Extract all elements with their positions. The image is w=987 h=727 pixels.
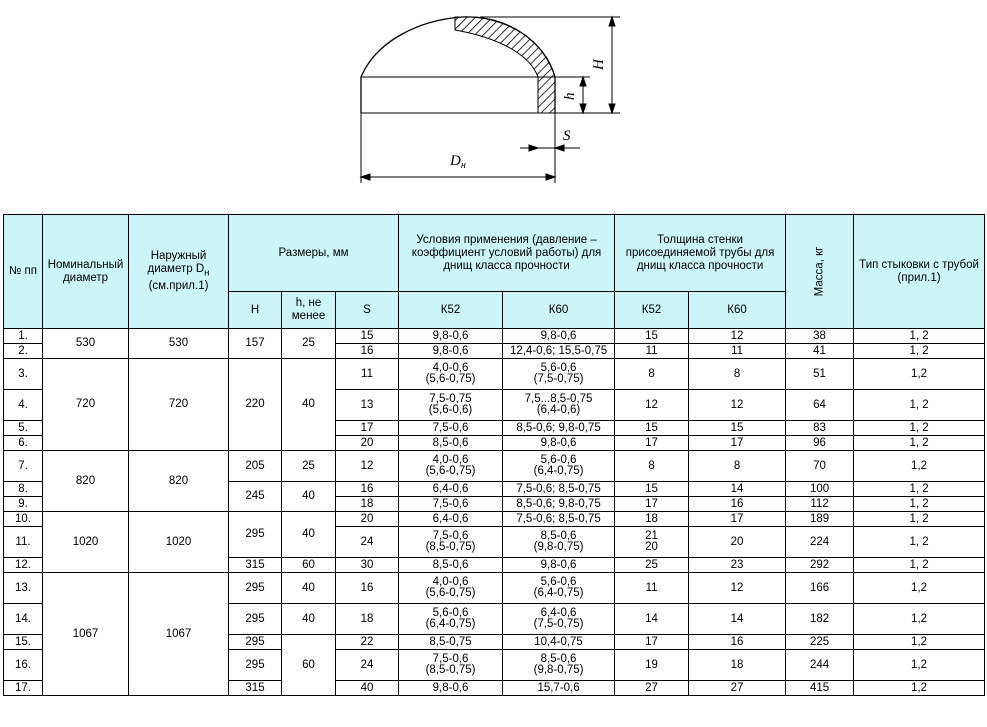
cell-h: 40 [282, 482, 336, 512]
cell-num: 11. [4, 527, 43, 558]
cell-k52: 7,5-0,6 [399, 497, 503, 512]
header-mass: Масса, кг [786, 215, 854, 329]
label-h: h [562, 92, 578, 100]
cell-h: 40 [282, 359, 336, 451]
cell-S: 18 [336, 604, 399, 635]
cell-wall-k60: 11 [689, 344, 786, 359]
cell-S: 13 [336, 390, 399, 421]
cell-k52: 6,4-0,6 [399, 482, 503, 497]
cell-wall-k52: 19 [615, 650, 689, 681]
cell-H: 295 [229, 573, 282, 604]
header-outer: Наружный диаметр $D_н$ (см.прил.1) [129, 215, 229, 329]
cell-h: 40 [282, 573, 336, 604]
cell-joint: 1,2 [854, 650, 985, 681]
cell-num: 15. [4, 635, 43, 650]
cell-outer: 720 [129, 359, 229, 451]
cell-wall-k60: 14 [689, 604, 786, 635]
cell-wall-k52: 17 [615, 497, 689, 512]
cell-joint: 1, 2 [854, 497, 985, 512]
cell-wall-k52: 27 [615, 681, 689, 696]
cell-S: 16 [336, 482, 399, 497]
cell-k52: 5,6-0,6 (6,4-0,75) [399, 604, 503, 635]
cell-k60: 8,5-0,6; 9,8-0,75 [503, 497, 615, 512]
header-wall-k52: К52 [615, 292, 689, 329]
cell-mass: 38 [786, 329, 854, 344]
cell-mass: 96 [786, 436, 854, 451]
cell-S: 40 [336, 681, 399, 696]
cell-wall-k60: 8 [689, 359, 786, 390]
cell-S: 16 [336, 573, 399, 604]
cell-k60: 7,5-0,6; 8,5-0,75 [503, 512, 615, 527]
cell-wall-k52: 17 [615, 635, 689, 650]
cell-k52: 9,8-0,6 [399, 344, 503, 359]
cell-H: 295 [229, 635, 282, 650]
label-S: S [563, 128, 571, 144]
cell-joint: 1, 2 [854, 390, 985, 421]
table-row [4, 451, 985, 482]
cell-H: 315 [229, 681, 282, 696]
cell-joint: 1, 2 [854, 436, 985, 451]
cell-num: 7. [4, 451, 43, 482]
cell-k52: 6,4-0,6 [399, 512, 503, 527]
header-joint: Тип стыковки с трубой (прил.1) [854, 215, 985, 329]
cell-wall-k52: 14 [615, 604, 689, 635]
cell-mass: 292 [786, 558, 854, 573]
cell-H: 295 [229, 512, 282, 558]
cell-k60: 8,5-0,6 (9,8-0,75) [503, 527, 615, 558]
cell-mass: 41 [786, 344, 854, 359]
cell-k52: 4,0-0,6 (5,6-0,75) [399, 451, 503, 482]
cell-num: 4. [4, 390, 43, 421]
cell-wall-k60: 17 [689, 436, 786, 451]
cell-wall-k60: 23 [689, 558, 786, 573]
cell-S: 15 [336, 329, 399, 344]
header-H: Н [229, 292, 282, 329]
cell-mass: 100 [786, 482, 854, 497]
cell-nominal: 720 [43, 359, 129, 451]
cell-outer: 1020 [129, 512, 229, 573]
cell-k52: 8,5-0,6 [399, 436, 503, 451]
cell-k52: 8,5-0,6 [399, 558, 503, 573]
cell-k52: 9,8-0,6 [399, 681, 503, 696]
cell-h: 40 [282, 604, 336, 635]
cell-joint: 1,2 [854, 604, 985, 635]
cell-H: 295 [229, 604, 282, 635]
cell-mass: 182 [786, 604, 854, 635]
cell-h: 40 [282, 512, 336, 558]
cell-S: 18 [336, 497, 399, 512]
cell-num: 2. [4, 344, 43, 359]
cell-mass: 415 [786, 681, 854, 696]
table-row [4, 512, 985, 527]
cell-joint: 1,2 [854, 359, 985, 390]
cell-num: 14. [4, 604, 43, 635]
cell-joint: 1,2 [854, 635, 985, 650]
cell-wall-k52: 15 [615, 329, 689, 344]
cell-S: 22 [336, 635, 399, 650]
cell-mass: 224 [786, 527, 854, 558]
cell-S: 11 [336, 359, 399, 390]
cell-wall-k52: 8 [615, 359, 689, 390]
cell-k52: 9,8-0,6 [399, 329, 503, 344]
cell-mass: 70 [786, 451, 854, 482]
cell-num: 12. [4, 558, 43, 573]
cell-k60: 8,5-0,6 (9,8-0,75) [503, 650, 615, 681]
cell-S: 24 [336, 650, 399, 681]
dished-end-drawing [0, 0, 987, 214]
cell-wall-k60: 14 [689, 482, 786, 497]
cell-num: 17. [4, 681, 43, 696]
cell-k52: 4,0-0,6 (5,6-0,75) [399, 573, 503, 604]
header-sizes: Размеры, мм [229, 215, 399, 292]
cell-wall-k52: 12 [615, 390, 689, 421]
table-body [4, 329, 985, 696]
cell-nominal: 1067 [43, 573, 129, 696]
label-D: $D_н$ [450, 153, 466, 171]
cell-mass: 225 [786, 635, 854, 650]
cell-S: 24 [336, 527, 399, 558]
cell-k60: 9,8-0,6 [503, 329, 615, 344]
cell-wall-k60: 16 [689, 635, 786, 650]
cell-joint: 1, 2 [854, 558, 985, 573]
cell-wall-k60: 12 [689, 573, 786, 604]
cell-wall-k52: 25 [615, 558, 689, 573]
cell-mass: 83 [786, 421, 854, 436]
cell-num: 1. [4, 329, 43, 344]
cell-k60: 6,4-0,6 (7,5-0,75) [503, 604, 615, 635]
cell-k60: 5,6-0,6 (6,4-0,75) [503, 573, 615, 604]
cell-nominal: 820 [43, 451, 129, 512]
cell-num: 6. [4, 436, 43, 451]
cell-wall-k60: 12 [689, 329, 786, 344]
cell-mass: 244 [786, 650, 854, 681]
cell-S: 17 [336, 421, 399, 436]
cell-S: 16 [336, 344, 399, 359]
cell-joint: 1, 2 [854, 512, 985, 527]
table-row [4, 573, 985, 604]
cell-wall-k60: 27 [689, 681, 786, 696]
header-num: № пп [4, 215, 43, 329]
cell-wall-k60: 16 [689, 497, 786, 512]
cell-k60: 7,5-0,6; 8,5-0,75 [503, 482, 615, 497]
cell-k52: 7,5-0,6 (8,5-0,75) [399, 650, 503, 681]
cell-num: 13. [4, 573, 43, 604]
header-wall: Толщина стенки присоединяемой трубы для днищ класса прочности [615, 215, 786, 292]
cell-H: 245 [229, 482, 282, 512]
header-k52: К52 [399, 292, 503, 329]
cell-outer: 530 [129, 329, 229, 359]
header-k60: К60 [503, 292, 615, 329]
cell-nominal: 530 [43, 329, 129, 359]
table-row [4, 359, 985, 390]
cell-H: 220 [229, 359, 282, 451]
cell-H: 315 [229, 558, 282, 573]
table-row [4, 329, 985, 344]
cell-wall-k52: 21 20 [615, 527, 689, 558]
cell-mass: 51 [786, 359, 854, 390]
cell-joint: 1, 2 [854, 329, 985, 344]
cell-wall-k60: 12 [689, 390, 786, 421]
header-conditions: Условия применения (давление – коэффициент условий работы) для днищ класса прочности [399, 215, 615, 292]
cell-wall-k52: 15 [615, 482, 689, 497]
cell-joint: 1, 2 [854, 527, 985, 558]
cell-H: 157 [229, 329, 282, 359]
cell-k60: 15,7-0,6 [503, 681, 615, 696]
cell-S: 30 [336, 558, 399, 573]
cell-mass: 189 [786, 512, 854, 527]
specification-table [3, 214, 985, 696]
table-header [4, 215, 985, 329]
cell-wall-k52: 11 [615, 344, 689, 359]
cell-joint: 1,2 [854, 681, 985, 696]
header-S: S [336, 292, 399, 329]
cell-wall-k60: 20 [689, 527, 786, 558]
cell-h: 60 [282, 635, 336, 696]
cell-k52: 7,5-0,75 (5,6-0,6) [399, 390, 503, 421]
cell-num: 9. [4, 497, 43, 512]
cell-h: 60 [282, 558, 336, 573]
cell-wall-k60: 8 [689, 451, 786, 482]
cell-wall-k52: 11 [615, 573, 689, 604]
cell-wall-k52: 15 [615, 421, 689, 436]
cell-num: 8. [4, 482, 43, 497]
cell-joint: 1, 2 [854, 421, 985, 436]
cell-S: 12 [336, 451, 399, 482]
cell-mass: 64 [786, 390, 854, 421]
cell-nominal: 1020 [43, 512, 129, 573]
cell-k52: 4,0-0,6 (5,6-0,75) [399, 359, 503, 390]
cell-joint: 1, 2 [854, 482, 985, 497]
cell-k52: 8,5-0,75 [399, 635, 503, 650]
cell-num: 5. [4, 421, 43, 436]
header-h: h, не менее [282, 292, 336, 329]
cell-outer: 820 [129, 451, 229, 512]
cell-outer: 1067 [129, 573, 229, 696]
header-nominal: Номинальный диаметр [43, 215, 129, 329]
cell-H: 205 [229, 451, 282, 482]
cell-mass: 166 [786, 573, 854, 604]
cell-S: 20 [336, 512, 399, 527]
cell-k60: 7,5...8,5-0,75 (6,4-0,6) [503, 390, 615, 421]
cell-k52: 7,5-0,6 [399, 421, 503, 436]
cell-k60: 12,4-0,6; 15,5-0,75 [503, 344, 615, 359]
cell-joint: 1,2 [854, 573, 985, 604]
cell-k52: 7,5-0,6 (8,5-0,75) [399, 527, 503, 558]
cell-h: 25 [282, 451, 336, 482]
label-H: H [591, 59, 607, 70]
cell-num: 3. [4, 359, 43, 390]
cell-wall-k52: 8 [615, 451, 689, 482]
cell-joint: 1,2 [854, 451, 985, 482]
cell-wall-k60: 17 [689, 512, 786, 527]
cell-S: 20 [336, 436, 399, 451]
cell-k60: 10,4-0,75 [503, 635, 615, 650]
cell-mass: 112 [786, 497, 854, 512]
cell-h: 25 [282, 329, 336, 359]
cell-wall-k52: 18 [615, 512, 689, 527]
cell-H: 295 [229, 650, 282, 681]
cell-wall-k60: 18 [689, 650, 786, 681]
cell-wall-k60: 15 [689, 421, 786, 436]
header-wall-k60: К60 [689, 292, 786, 329]
dished-end-outline [361, 17, 620, 183]
cell-num: 16. [4, 650, 43, 681]
cell-joint: 1, 2 [854, 344, 985, 359]
cell-k60: 9,8-0,6 [503, 558, 615, 573]
cell-k60: 9,8-0,6 [503, 436, 615, 451]
cell-k60: 8,5-0,6; 9,8-0,75 [503, 421, 615, 436]
cell-wall-k52: 17 [615, 436, 689, 451]
cell-k60: 5,6-0,6 (6,4-0,75) [503, 451, 615, 482]
cell-k60: 5,6-0,6 (7,5-0,75) [503, 359, 615, 390]
cell-num: 10. [4, 512, 43, 527]
